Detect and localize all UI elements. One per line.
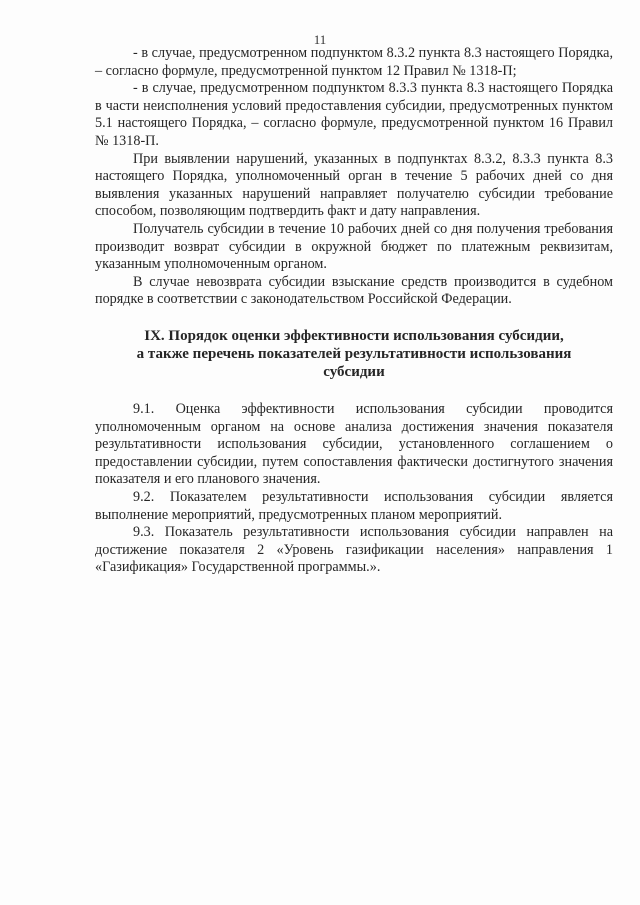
paragraph-9-3: 9.3. Показатель результативности использования субсидии направлен на достижение показателя 2 «Уровень газификации населения» направления 1 «Газификация» Государственной программы.». <box>95 524 613 576</box>
section-heading-line: IX. Порядок оценки эффективности использования субсидии, <box>144 328 564 344</box>
paragraph-9-1: 9.1. Оценка эффективности использования субсидии проводится уполномоченным органом на основе анализа достижения значения показателя результативности использования субсидии, установленного соглашением о предоставлении субсидии, путем сопоставления фактически достигнутого значения показателя и его планового значения. <box>95 401 613 488</box>
paragraph-return: Получатель субсидии в течение 10 рабочих дней со дня получения требования производит возврат субсидии в окружной бюджет по платежным реквизитам, указанным уполномоченным органом. <box>95 220 613 273</box>
section-heading-line: субсидии <box>323 364 385 380</box>
paragraph-violations: При выявлении нарушений, указанных в подпунктах 8.3.2, 8.3.3 пункта 8.3 настоящего Порядка, уполномоченный орган в течение 5 рабочих дней со дня выявления указанных нарушений направляет получателю субсидии требование способом, позволяющим подтвердить факт и дату направления. <box>95 150 613 220</box>
bottom-text-block <box>95 401 613 577</box>
section-heading-line: а также перечень показателей результативности использования <box>136 346 572 362</box>
page-number: 11 <box>313 32 327 47</box>
paragraph-court-recovery: В случае невозврата субсидии взыскание средств производится в судебном порядке в соответствии с законодательством Российской Федерации. <box>95 273 613 308</box>
paragraph-9-2: 9.2. Показателем результативности использования субсидии является выполнение мероприятий, предусмотренных планом мероприятий. <box>95 488 613 523</box>
top-text-block <box>95 45 613 309</box>
paragraph-formula-8-3-2: - в случае, предусмотренном подпунктом 8.3.2 пункта 8.3 настоящего Порядка, – согласно формуле, предусмотренной пунктом 12 Правил № 1318-П; <box>95 45 613 79</box>
paragraph-formula-8-3-3: - в случае, предусмотренном подпунктом 8.3.3 пункта 8.3 настоящего Порядка в части неисполнения условий предоставления субсидии, предусмотренных пунктом 5.1 настоящего Порядка, – согласно формуле, предусмотренной пунктом 16 Правил № 1318-П. <box>95 80 613 149</box>
section-heading <box>95 327 613 381</box>
